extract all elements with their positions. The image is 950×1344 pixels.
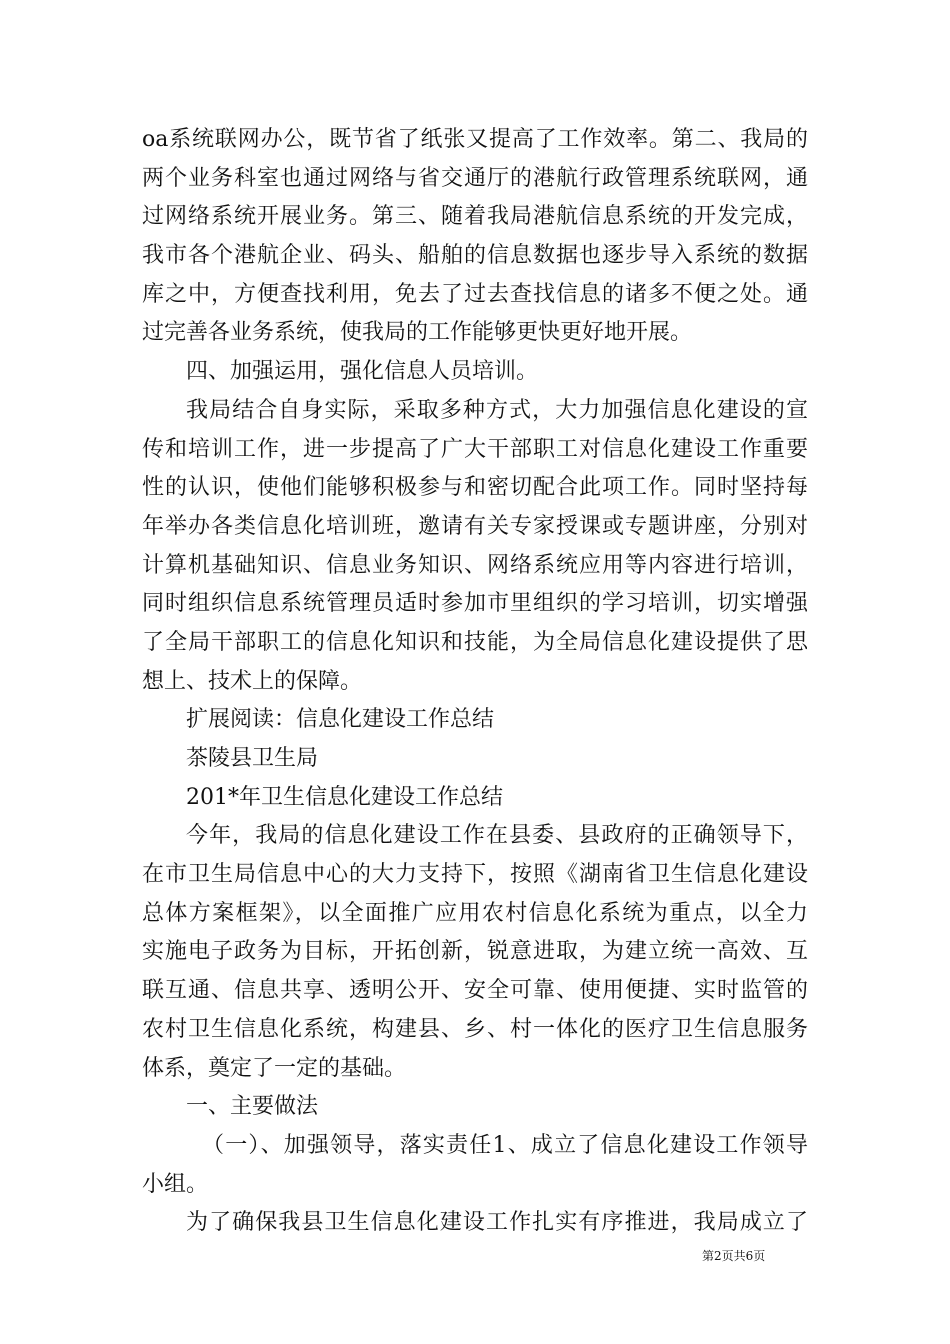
paragraph-line: 农村卫生信息化系统，构建县、乡、村一体化的医疗卫生信息服务	[142, 1016, 808, 1042]
paragraph-line: 性的认识，使他们能够积极参与和密切配合此项工作。同时坚持每	[142, 475, 808, 501]
organization-name: 茶陵县卫生局	[186, 746, 319, 771]
paragraph-line: 我市各个港航企业、码头、船舶的信息数据也逐步导入系统的数据	[142, 243, 808, 269]
paragraph-line: 库之中，方便查找利用，免去了过去查找信息的诸多不便之处。通	[142, 281, 808, 307]
paragraph-line: 小组。	[142, 1171, 209, 1197]
paragraph-line: 总体方案框架》，以全面推广应用农村信息化系统为重点，以全力	[142, 900, 808, 926]
page-indicator: 第2页共6页	[702, 1249, 766, 1263]
paragraph-line: 过网络系统开展业务。第三、随着我局港航信息系统的开发完成，	[142, 204, 808, 230]
paragraph-line: 我局结合自身实际，采取多种方式，大力加强信息化建设的宣	[186, 397, 808, 423]
subsection-heading: （一）、加强领导，落实责任1、成立了信息化建设工作领导	[202, 1132, 808, 1158]
section-heading: 一、主要做法	[186, 1094, 319, 1120]
paragraph-line: 过完善各业务系统，使我局的工作能够更快更好地开展。	[142, 320, 693, 346]
paragraph-line: 联互通、信息共享、透明公开、安全可靠、使用便捷、实时监管的	[142, 978, 808, 1004]
report-title: 201*年卫生信息化建设工作总结	[186, 784, 503, 810]
document-body	[142, 121, 808, 1243]
paragraph-line: 今年，我局的信息化建设工作在县委、县政府的正确领导下，	[186, 823, 808, 849]
paragraph-line: 计算机基础知识、信息业务知识、网络系统应用等内容进行培训，	[142, 552, 808, 578]
paragraph-line: 两个业务科室也通过网络与省交通厅的港航行政管理系统联网，通	[142, 165, 808, 191]
paragraph-line: 传和培训工作，进一步提高了广大干部职工对信息化建设工作重要	[142, 436, 808, 462]
extended-reading-title: 扩展阅读：信息化建设工作总结	[186, 707, 495, 733]
paragraph-line: 为了确保我县卫生信息化建设工作扎实有序推进，我局成立了	[186, 1210, 808, 1236]
paragraph-line: 在市卫生局信息中心的大力支持下，按照《湖南省卫生信息化建设	[142, 862, 808, 888]
paragraph-line: 了全局干部职工的信息化知识和技能，为全局信息化建设提供了思	[142, 629, 808, 655]
paragraph-line: 实施电子政务为目标，开拓创新，锐意进取，为建立统一高效、互	[142, 939, 808, 965]
paragraph-line: 想上、技术上的保障。	[142, 668, 363, 694]
paragraph-line: oa系统联网办公，既节省了纸张又提高了工作效率。第二、我局的	[142, 127, 808, 152]
section-heading: 四、加强运用，强化信息人员培训。	[186, 359, 539, 385]
paragraph-line: 同时组织信息系统管理员适时参加市里组织的学习培训，切实增强	[142, 591, 808, 617]
paragraph-line: 年举办各类信息化培训班，邀请有关专家授课或专题讲座，分别对	[142, 513, 808, 539]
paragraph-line: 体系，奠定了一定的基础。	[142, 1055, 407, 1081]
